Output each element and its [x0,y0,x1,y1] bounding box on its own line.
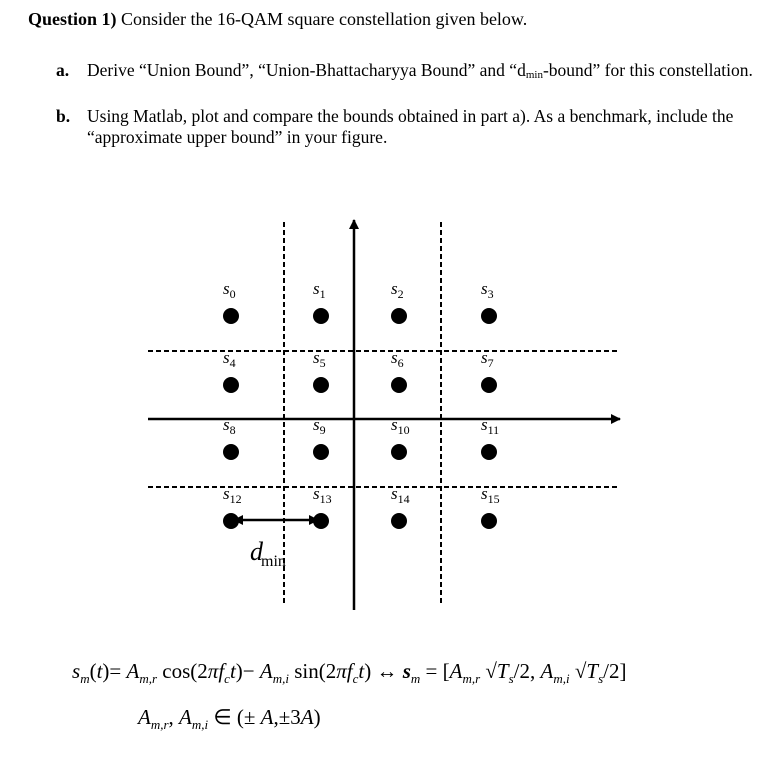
point-label-s10: $s_{10}$ [391,415,410,437]
point-s14 [391,513,407,529]
point-label-s14: $s_{14}$ [391,484,410,506]
item-b-label: b. [56,106,71,126]
point-label-s5: $s_5$ [313,348,326,370]
point-label-s3: $s_3$ [481,279,494,301]
point-label-s8: $s_8$ [223,415,236,437]
question-text: Consider the 16-QAM square constellation given below. [116,9,528,29]
point-s8 [223,444,239,460]
point-s10 [391,444,407,460]
point-s7 [481,377,497,393]
point-label-s4: $s_4$ [223,348,236,370]
svg-text:sm(t)= Am,r cos(2πfct)− Am,i s: $s_m(t)= A_{m,r}$ $\cos(2\pi f_ct)- A_{m,i}$ $\sin(2\pi f_ct)$ ↔ $s_m = [A_{m,r}$ $√T_s/2$, $A_{m,i}$ $√T_s/2$] [72,659,627,686]
svg-text:Am,r, Am,i ∈ (± A,±3A): $A_{m,r}$, $A_{m,i}$ ∈ (± A,±3A) [138,705,321,732]
point-label-s2: $s_2$ [391,279,404,301]
point-s5 [313,377,329,393]
point-label-s13: $s_{13}$ [313,484,332,506]
item-b-text: Using Matlab, plot and compare the bounds obtained in part a). As a benchmark, include the “approximate upper bound” in your figure. [87,106,734,147]
point-s2 [391,308,407,324]
dmin-label: dmin [250,537,286,570]
point-label-s9: $s_9$ [313,415,326,437]
point-label-s7: $s_7$ [481,348,494,370]
point-s3 [481,308,497,324]
point-s13 [313,513,329,529]
item-a-text: Derive “Union Bound”, “Union-Bhattacharyya Bound” and “dmin-bound” for this constellation. [87,60,753,81]
point-label-s6: $s_6$ [391,348,404,370]
point-s9 [313,444,329,460]
point-s12 [223,513,239,529]
question-label: Question 1) [28,9,117,29]
point-s4 [223,377,239,393]
point-s11 [481,444,497,460]
point-s0 [223,308,239,324]
point-label-s11: $s_{11}$ [481,415,500,437]
equation-signal [72,652,732,698]
point-label-s15: $s_{15}$ [481,484,500,506]
point-s6 [391,377,407,393]
point-s15 [481,513,497,529]
point-label-s0: $s_0$ [223,279,236,301]
equation-amplitudes [138,700,398,742]
point-label-s1: $s_1$ [313,279,326,301]
item-a-label: a. [56,60,70,80]
point-label-s12: $s_{12}$ [223,484,242,506]
point-s1 [313,308,329,324]
